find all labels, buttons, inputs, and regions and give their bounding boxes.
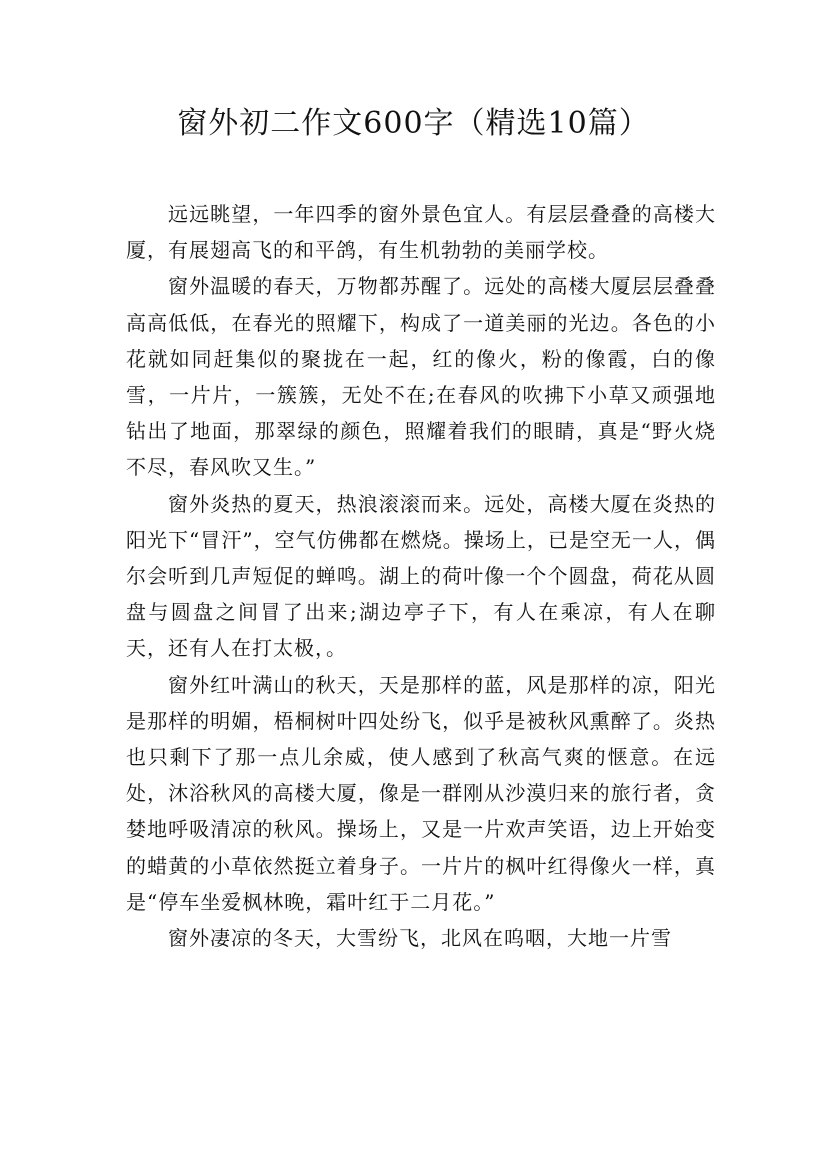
document-title: 窗外初二作文600字（精选10篇）: [177, 106, 650, 141]
paragraph: 窗外凄凉的冬天，大雪纷飞，北风在呜咽，大地一片雪: [168, 926, 672, 951]
paragraph: 窗外温暖的春天，万物都苏醒了。远处的高楼大厦层层叠叠高高低低，在春光的照耀下，构成了一道美丽的光边。各色的小花就如同赶集似的聚拢在一起，红的像火，粉的像霞，白的像雪，一片片，一簇簇，无处不在;在春风的吹拂下小草又顽强地钻出了地面，那翠绿的颜色，照耀着我们的眼睛，真是“野火烧不尽，春风吹又生。”: [126, 274, 716, 480]
paragraph: 窗外红叶满山的秋天，天是那样的蓝，风是那样的凉，阳光是那样的明媚，梧桐树叶四处纷飞，似乎是被秋风熏醉了。炎热也只剩下了那一点儿余威，使人感到了秋高气爽的惬意。在远处，沐浴秋风的高楼大厦，像是一群刚从沙漠归来的旅行者，贪婪地呼吸清凉的秋风。操场上，又是一片欢声笑语，边上开始变的蜡黄的小草依然挺立着身子。一片片的枫叶红得像火一样，真是“停车坐爱枫林晚，霜叶红于二月花。”: [126, 672, 716, 914]
paragraph: 远远眺望，一年四季的窗外景色宜人。有层层叠叠的高楼大厦，有展翅高飞的和平鸽，有生机勃勃的美丽学校。: [126, 202, 716, 263]
paragraph: 窗外炎热的夏天，热浪滚滚而来。远处，高楼大厦在炎热的阳光下“冒汗”，空气仿佛都在燃烧。操场上，已是空无一人，偶尔会听到几声短促的蝉鸣。湖上的荷叶像一个个圆盘，荷花从圆盘与圆盘之间冒了出来;湖边亭子下，有人在乘凉，有人在聊天，还有人在打太极，。: [126, 491, 716, 661]
document-body: [126, 196, 716, 956]
